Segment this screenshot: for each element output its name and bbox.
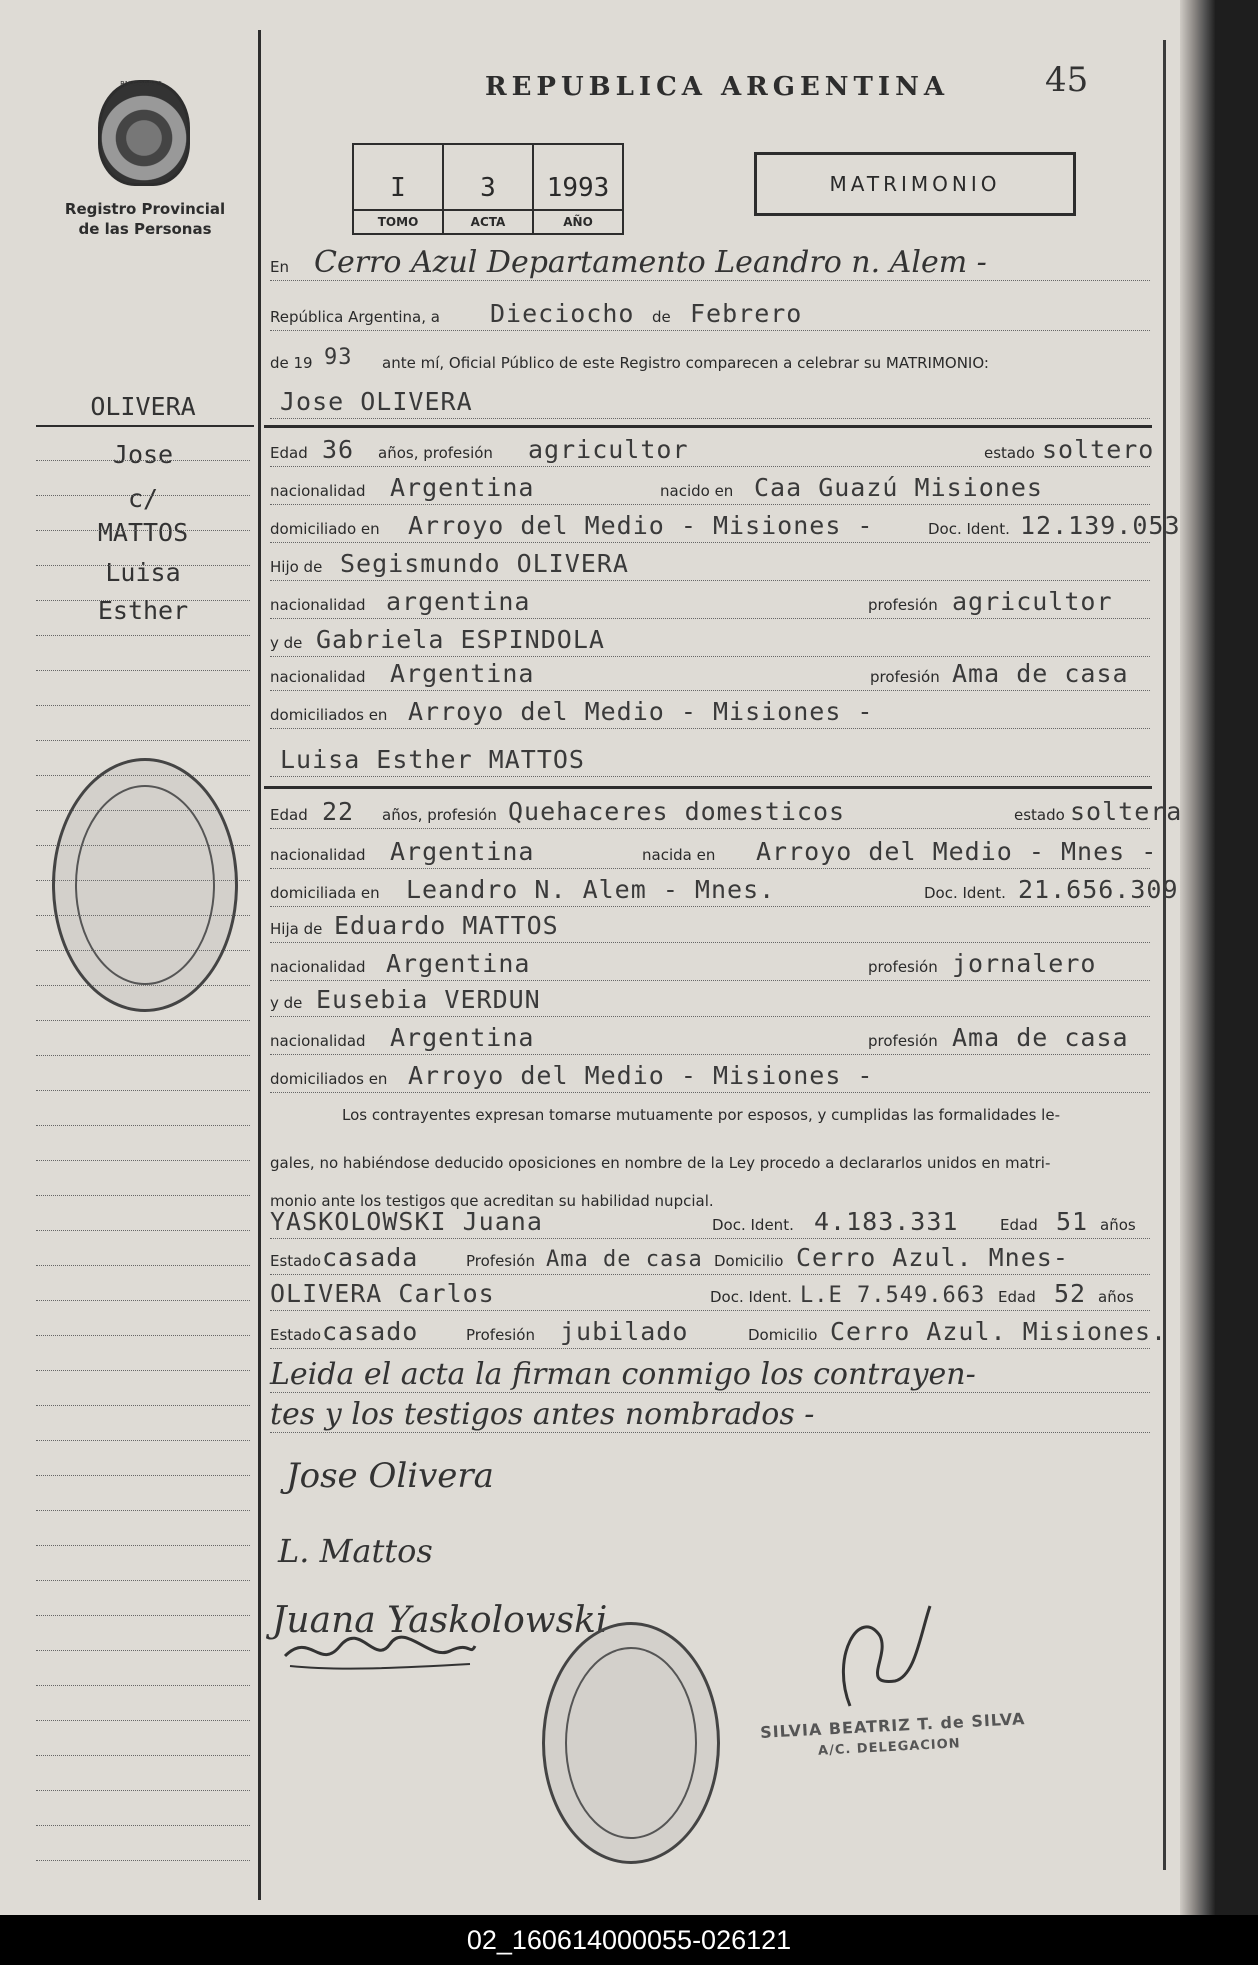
doc-label: Doc. Ident. [712,1216,794,1234]
ano-value: 1993 [546,173,610,203]
nacida-label: nacida en [642,846,716,864]
margin-ruled-line [36,1335,250,1336]
margin-underline [36,425,254,427]
intro-place-row [270,245,1150,281]
ano-cell [534,145,622,233]
acta-cell [444,145,534,233]
groom-age-row [270,435,1155,467]
anos-label: años [1100,1216,1136,1234]
groom-mother-row [270,626,1150,657]
domiciliados-label: domiciliados en [270,706,388,724]
page-number: 45 [1045,60,1089,100]
bride-age: 22 [322,797,355,826]
witness2-name: OLIVERA Carlos [270,1279,495,1308]
groom-father-details-row [270,588,1150,619]
margin-ruled-line [36,1615,250,1616]
witness1-status: casada [322,1243,419,1272]
edad-label: Edad [270,444,308,462]
witness2-details-row [270,1317,1168,1349]
witness2-domicile: Cerro Azul. Misiones. [830,1317,1168,1346]
bride-mother: Eusebia VERDUN [316,985,541,1014]
father-profession: agricultor [952,587,1113,616]
officer-signature [820,1596,940,1716]
bride-nationality: Argentina [390,837,535,866]
bride-nationality-row [270,837,1158,869]
tomo-label: TOMO [354,209,442,233]
edad-label: Edad [998,1288,1036,1306]
closing-line2: tes y los testigos antes nombrados - [270,1397,815,1432]
groom-nationality: Argentina [390,473,535,502]
doc-label: Doc. Ident. [924,884,1006,902]
witness1-row [270,1208,1150,1239]
acta-label: ACTA [444,209,532,233]
margin-ruled-line [36,1090,250,1091]
tomo-cell [354,145,444,233]
bride-birthplace: Arroyo del Medio - Mnes - [756,837,1158,866]
margin-ruled-line [36,460,250,461]
bride-father: Eduardo MATTOS [334,911,559,940]
margin-ruled-line [36,495,250,496]
tomo-value: I [390,173,406,203]
yde-label: y de [270,634,303,652]
margin-ruled-line [36,1440,250,1441]
nacionalidad-label: nacionalidad [270,482,366,500]
groom-name: Jose OLIVERA [280,387,473,416]
father-profession: jornalero [952,949,1097,978]
margin-ruled-line [36,740,250,741]
officer-stamp-line1: SILVIA BEATRIZ T. de SILVA [759,1709,1026,1742]
registry-seal-bottom [542,1622,720,1864]
nacido-label: nacido en [660,482,734,500]
registry-logo-text: RN GORRES [120,80,162,88]
profesion-label: profesión [868,958,938,976]
margin-ruled-line [36,670,250,671]
margin-ruled-line [36,1230,250,1231]
witness1-profession: Ama de casa [546,1247,703,1272]
margin-entry: MATTOS [97,518,189,547]
ano-label: AÑO [534,209,622,233]
bride-mother-details-row [270,1024,1150,1055]
father-nationality: Argentina [386,949,531,978]
right-border-line [1163,40,1166,1870]
margin-ruled-line [36,1860,250,1861]
witness1-details-row [270,1244,1150,1275]
bride-mother-row [270,986,1150,1017]
bride-signature: L. Mattos [278,1532,433,1570]
margin-ruled-line [36,1125,250,1126]
doc-label: Doc. Ident. [710,1288,792,1306]
margin-ruled-line [36,530,250,531]
parents-domicile: Arroyo del Medio - Misiones - [408,697,874,726]
margin-entry: Jose [112,440,174,469]
margin-ruled-line [36,565,250,566]
profesion-label: Profesión [466,1326,535,1344]
margin-ruled-line [36,1545,250,1546]
republica-label: República Argentina, a [270,308,440,326]
month-value: Febrero [690,299,803,328]
bride-status: soltera [1070,797,1183,826]
margin-ruled-line [36,1580,250,1581]
hijo-label: Hijo de [270,558,323,576]
bride-father-row [270,912,1150,943]
intro-statement-row [270,346,1150,376]
groom-age: 36 [322,435,355,464]
margin-ruled-line [36,1370,250,1371]
witness2-age: 52 [1054,1279,1087,1308]
estado-label: Estado [270,1252,322,1270]
profesion-label: años, profesión [378,444,493,462]
bride-domicile-row [270,875,1179,907]
margin-surname: OLIVERA [90,392,196,421]
declaration-line2: gales, no habiéndose deducido oposiciones en nombre de la Ley procedo a declararlos unidos en matri- [270,1154,1051,1172]
day-value: Dieciocho [490,299,635,328]
bride-name: Luisa Esther MATTOS [280,745,585,774]
groom-name-row [270,388,1150,419]
margin-ruled-line [36,1685,250,1686]
registry-seal-left [52,758,238,1012]
bride-profession: Quehaceres domesticos [508,797,846,826]
edad-label: Edad [270,806,308,824]
margin-ruled-line [36,1300,250,1301]
acta-value: 3 [480,173,496,203]
margin-entry: c/ [127,484,159,513]
nacionalidad-label: nacionalidad [270,1032,366,1050]
place-value: Cerro Azul Departamento Leandro n. Alem - [314,245,987,280]
registry-name-line2: de las Personas [78,220,212,238]
doc-label: Doc. Ident. [928,520,1010,538]
registry-logo [98,80,190,186]
bride-parents-domicile-row [270,1062,1150,1093]
margin-ruled-line [36,1720,250,1721]
en-label: En [270,258,289,276]
closing-line2-row [270,1392,1150,1433]
margin-entry: Esther [97,596,189,625]
record-type-box: MATRIMONIO [754,152,1076,216]
profesion-label: años, profesión [382,806,497,824]
margin-ruled-line [36,1195,250,1196]
witness1-age: 51 [1056,1207,1089,1236]
year-suffix: 93 [324,345,353,370]
witness1-name: YASKOLOWSKI Juana [270,1207,543,1236]
groom-domicile-row [270,511,1181,543]
closing-line1: Leida el acta la firman conmigo los contrayen- [270,1357,976,1392]
witness2-profession: jubilado [560,1317,689,1346]
book-spine [1180,0,1215,1915]
margin-ruled-line [36,1020,250,1021]
groom-doc: 12.139.053 [1020,511,1181,540]
margin-ruled-line [36,1405,250,1406]
margin-ruled-line [36,1265,250,1266]
bride-doc: 21.656.309 [1018,875,1179,904]
registry-name-line1: Registro Provincial [64,200,226,218]
scan-id-footer: 02_160614000055-026121 [0,1915,1258,1965]
groom-birthplace: Caa Guazú Misiones [754,473,1043,502]
nacionalidad-label: nacionalidad [270,668,366,686]
margin-ruled-line [36,1825,250,1826]
groom-status: soltero [1042,435,1155,464]
father-nationality: argentina [386,587,531,616]
declaration-line3: monio ante los testigos que acreditan su habilidad nupcial. [270,1192,714,1210]
officer-stamp-line2: A/C. DELEGACION [817,1736,961,1759]
groom-nationality-row [270,474,1150,505]
document-title: REPUBLICA ARGENTINA [485,72,950,102]
nacionalidad-label: nacionalidad [270,596,366,614]
mother-profession: Ama de casa [952,1023,1129,1052]
groom-father-row [270,550,1150,581]
margin-ruled-line [36,705,250,706]
left-column-divider [258,30,261,1900]
margin-ruled-line [36,1790,250,1791]
domiciliados-label: domiciliados en [270,1070,388,1088]
witness1-domicile: Cerro Azul. Mnes- [796,1243,1069,1272]
margin-ruled-line [36,1160,250,1161]
seal-inner-ring [75,785,215,985]
mother-profession: Ama de casa [952,659,1129,688]
margin-ruled-line [36,600,250,601]
yde-label: y de [270,994,303,1012]
domiciliada-label: domiciliada en [270,884,380,902]
groom-father: Segismundo OLIVERA [340,549,629,578]
margin-ruled-line [36,1650,250,1651]
bride-father-details-row [270,950,1150,981]
margin-entry: Luisa [105,558,181,587]
margin-ruled-line [36,1755,250,1756]
year-prefix: de 19 [270,354,313,372]
profesion-label: profesión [868,1032,938,1050]
mother-nationality: Argentina [390,1023,535,1052]
nacionalidad-label: nacionalidad [270,958,366,976]
margin-ruled-line [36,1475,250,1476]
domicilio-label: Domicilio [748,1326,818,1344]
groom-signature: Jose Olivera [286,1456,494,1496]
witness2-row [270,1280,1150,1311]
nacionalidad-label: nacionalidad [270,846,366,864]
groom-mother: Gabriela ESPINDOLA [316,625,605,654]
margin-ruled-line [36,635,250,636]
hija-label: Hija de [270,920,323,938]
book-reference-table [352,143,624,235]
groom-domicile: Arroyo del Medio - Misiones - [408,511,874,540]
estado-label: estado [1014,806,1065,824]
profesion-label: profesión [870,668,940,686]
estado-label: Estado [270,1326,322,1344]
bride-domicile: Leandro N. Alem - Mnes. [406,875,776,904]
seal-inner-ring [565,1647,697,1839]
mother-nationality: Argentina [390,659,535,688]
margin-ruled-line [36,1055,250,1056]
groom-mother-details-row [270,660,1150,691]
witness-signature: Juana Yaskolowski [272,1600,608,1641]
groom-profession: agricultor [528,435,689,464]
margin-ruled-line [36,1510,250,1511]
profesion-label: profesión [868,596,938,614]
bride-age-row [270,797,1183,829]
domicilio-label: Domicilio [714,1252,784,1270]
de-label: de [652,308,671,326]
domiciliado-label: domiciliado en [270,520,380,538]
parents-domicile: Arroyo del Medio - Misiones - [408,1061,874,1090]
witness2-status: casado [322,1317,419,1346]
witness1-doc: 4.183.331 [814,1207,959,1236]
intro-date-row [270,300,1150,331]
declaration-line1: Los contrayentes expresan tomarse mutuamente por esposos, y cumplidas las formalidades le- [342,1106,1060,1124]
closing-line1-row [270,1352,1150,1393]
section-divider [264,425,1152,428]
edad-label: Edad [1000,1216,1038,1234]
estado-label: estado [984,444,1035,462]
profesion-label: Profesión [466,1252,535,1270]
intro-statement: ante mí, Oficial Público de este Registro comparecen a celebrar su MATRIMONIO: [382,354,989,372]
anos-label: años [1098,1288,1134,1306]
bride-name-row [270,746,1150,777]
witness2-doc: L.E 7.549.663 [800,1283,986,1308]
section-divider [264,786,1152,789]
witness2-signature-scribble [280,1626,480,1676]
groom-parents-domicile-row [270,698,1150,729]
